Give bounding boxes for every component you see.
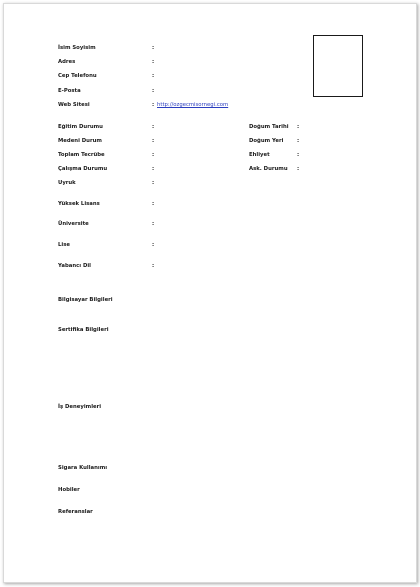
education-status-label: Eğitim Durumu xyxy=(58,124,103,130)
marital-status-colon: : xyxy=(152,138,155,144)
work-experience-heading: İş Deneyimleri xyxy=(58,404,102,410)
email-colon: : xyxy=(152,88,155,94)
name-label: İsim Soyisim xyxy=(58,45,96,51)
references-heading: Referanslar xyxy=(58,509,93,515)
nationality-colon: : xyxy=(152,180,155,186)
work-status-label: Çalışma Durumu xyxy=(58,166,108,172)
website-colon: : xyxy=(152,102,155,108)
email-label: E-Posta xyxy=(58,88,81,94)
address-label: Adres xyxy=(58,59,76,65)
masters-label: Yüksek Lisans xyxy=(58,201,100,207)
birth-date-colon: : xyxy=(297,124,300,130)
nationality-label: Uyruk xyxy=(58,180,76,186)
foreign-language-colon: : xyxy=(152,263,155,269)
military-status-label: Ask. Durumu xyxy=(249,166,288,172)
hobbies-heading: Hobiler xyxy=(58,487,80,493)
education-status-colon: : xyxy=(152,124,155,130)
birth-place-colon: : xyxy=(297,138,300,144)
name-colon: : xyxy=(152,45,155,51)
certificates-heading: Sertifika Bilgileri xyxy=(58,327,109,333)
website-link[interactable]: http://ozgecmisornegi.com xyxy=(157,102,229,108)
license-colon: : xyxy=(297,152,300,158)
university-label: Üniversite xyxy=(58,221,89,227)
phone-label: Cep Telefonu xyxy=(58,73,97,79)
address-colon: : xyxy=(152,59,155,65)
high-school-colon: : xyxy=(152,242,155,248)
computer-skills-heading: Bilgisayar Bilgileri xyxy=(58,297,113,303)
marital-status-label: Medeni Durum xyxy=(58,138,102,144)
smoking-heading: Sigara Kullanımı xyxy=(58,465,108,471)
work-status-colon: : xyxy=(152,166,155,172)
foreign-language-label: Yabancı Dil xyxy=(58,263,91,269)
birth-date-label: Doğum Tarihi xyxy=(249,124,289,130)
military-status-colon: : xyxy=(297,166,300,172)
total-experience-colon: : xyxy=(152,152,155,158)
phone-colon: : xyxy=(152,73,155,79)
total-experience-label: Toplam Tecrübe xyxy=(58,152,105,158)
masters-colon: : xyxy=(152,201,155,207)
license-label: Ehliyet xyxy=(249,152,270,158)
university-colon: : xyxy=(152,221,155,227)
birth-place-label: Doğum Yeri xyxy=(249,138,284,144)
website-label: Web Sitesi xyxy=(58,102,90,108)
high-school-label: Lise xyxy=(58,242,70,248)
photo-placeholder xyxy=(313,35,363,97)
